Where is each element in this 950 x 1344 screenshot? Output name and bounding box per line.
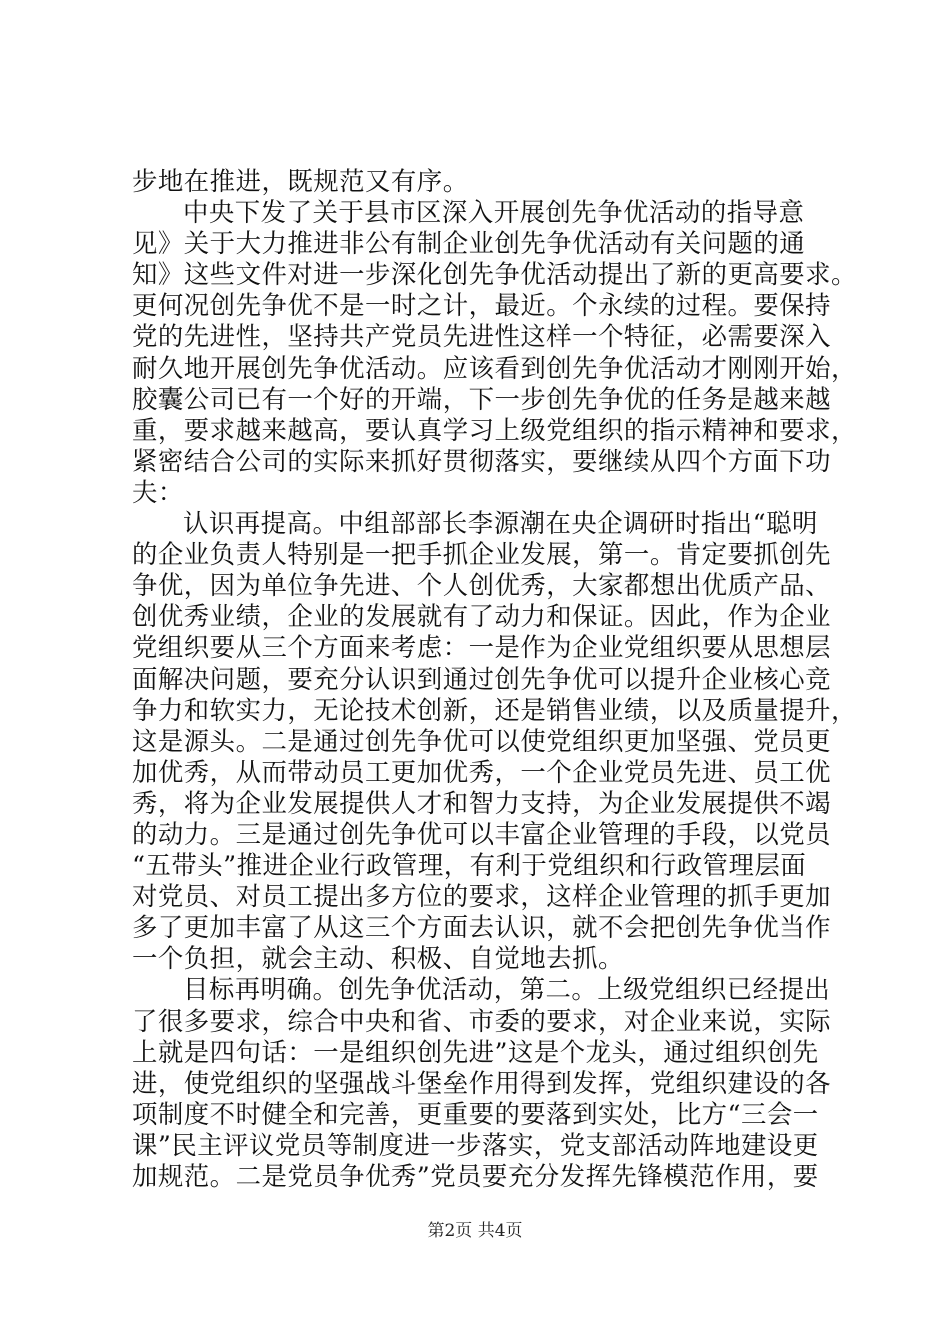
text-line: 加优秀，从而带动员工更加优秀，一个企业党员先进、员工优 [132,756,832,787]
text-line: 项制度不时健全和完善，更重要的要落到实处，比方“三会一 [132,1098,819,1129]
text-line: 夫： [132,476,184,507]
text-line: 党组织要从三个方面来考虑：一是作为企业党组织要从思想层 [132,632,832,663]
text-line: 一个负担，就会主动、积极、自觉地去抓。 [132,943,624,974]
text-line: 这是源头。二是通过创先争优可以使党组织更加坚强、党员更 [132,725,832,756]
text-line: 耐久地开展创先争优活动。应该看到创先争优活动才刚刚开始， [132,352,857,383]
text-line: 进，使党组织的坚强战斗堡垒作用得到发挥，党组织建设的各 [132,1067,832,1098]
text-line: 更何况创先争优不是一时之计，最近。个永续的过程。要保持 [132,290,832,321]
text-line: 多了更加丰富了从这三个方面去认识，就不会把创先争优当作 [132,912,832,943]
text-line: 目标再明确。创先争优活动，第二。上级党组织已经提出 [183,974,831,1005]
text-line: 胶囊公司已有一个好的开端，下一步创先争优的任务是越来越 [132,383,832,414]
text-line: 见》关于大力推进非公有制企业创先争优活动有关问题的通 [132,228,806,259]
text-line: 面解决问题，要充分认识到通过创先争优可以提升企业核心竞 [132,663,832,694]
text-line: 对党员、对员工提出多方位的要求，这样企业管理的抓手更加 [132,881,832,912]
text-line: 的企业负责人特别是一把手抓企业发展，第一。肯定要抓创先 [132,539,832,570]
text-line: 了很多要求，综合中央和省、市委的要求，对企业来说，实际 [132,1005,832,1036]
text-line: 上就是四句话：一是组织创先进”这是个龙头，通过组织创先 [132,1036,819,1067]
text-line: 的动力。三是通过创先争优可以丰富企业管理的手段，以党员 [132,818,832,849]
body-text [132,166,857,1192]
page-footer: 第2页 共4页 [427,1221,523,1241]
text-line: 课”民主评议党员等制度进一步落实，党支部活动阵地建设更 [132,1129,819,1160]
text-line: 中央下发了关于县市区深入开展创先争优活动的指导意 [183,197,805,228]
text-line: 加规范。二是党员争优秀”党员要充分发挥先锋模范作用，要 [132,1161,819,1191]
text-line: 知》这些文件对进一步深化创先争优活动提出了新的更高要求。 [132,259,857,290]
text-line: 争力和软实力，无论技术创新，还是销售业绩，以及质量提升， [132,694,857,725]
text-line: 紧密结合公司的实际来抓好贯彻落实，要继续从四个方面下功 [132,445,832,476]
text-line: 步地在推进，既规范又有序。 [132,166,469,196]
text-line: 争优，因为单位争先进、个人创优秀，大家都想出优质产品、 [132,570,832,601]
text-line: 创优秀业绩，企业的发展就有了动力和保证。因此，作为企业 [132,601,832,632]
text-line: 党的先进性，坚持共产党员先进性这样一个特征，必需要深入 [132,321,832,352]
text-line: 重，要求越来越高，要认真学习上级党组织的指示精神和要求， [132,414,857,445]
text-line: 秀，将为企业发展提供人才和智力支持，为企业发展提供不竭 [132,787,832,818]
text-line: “五带头”推进企业行政管理，有利于党组织和行政管理层面 [132,850,807,881]
text-line: 认识再提高。中组部部长李源潮在央企调研时指出“聪明 [183,508,818,539]
